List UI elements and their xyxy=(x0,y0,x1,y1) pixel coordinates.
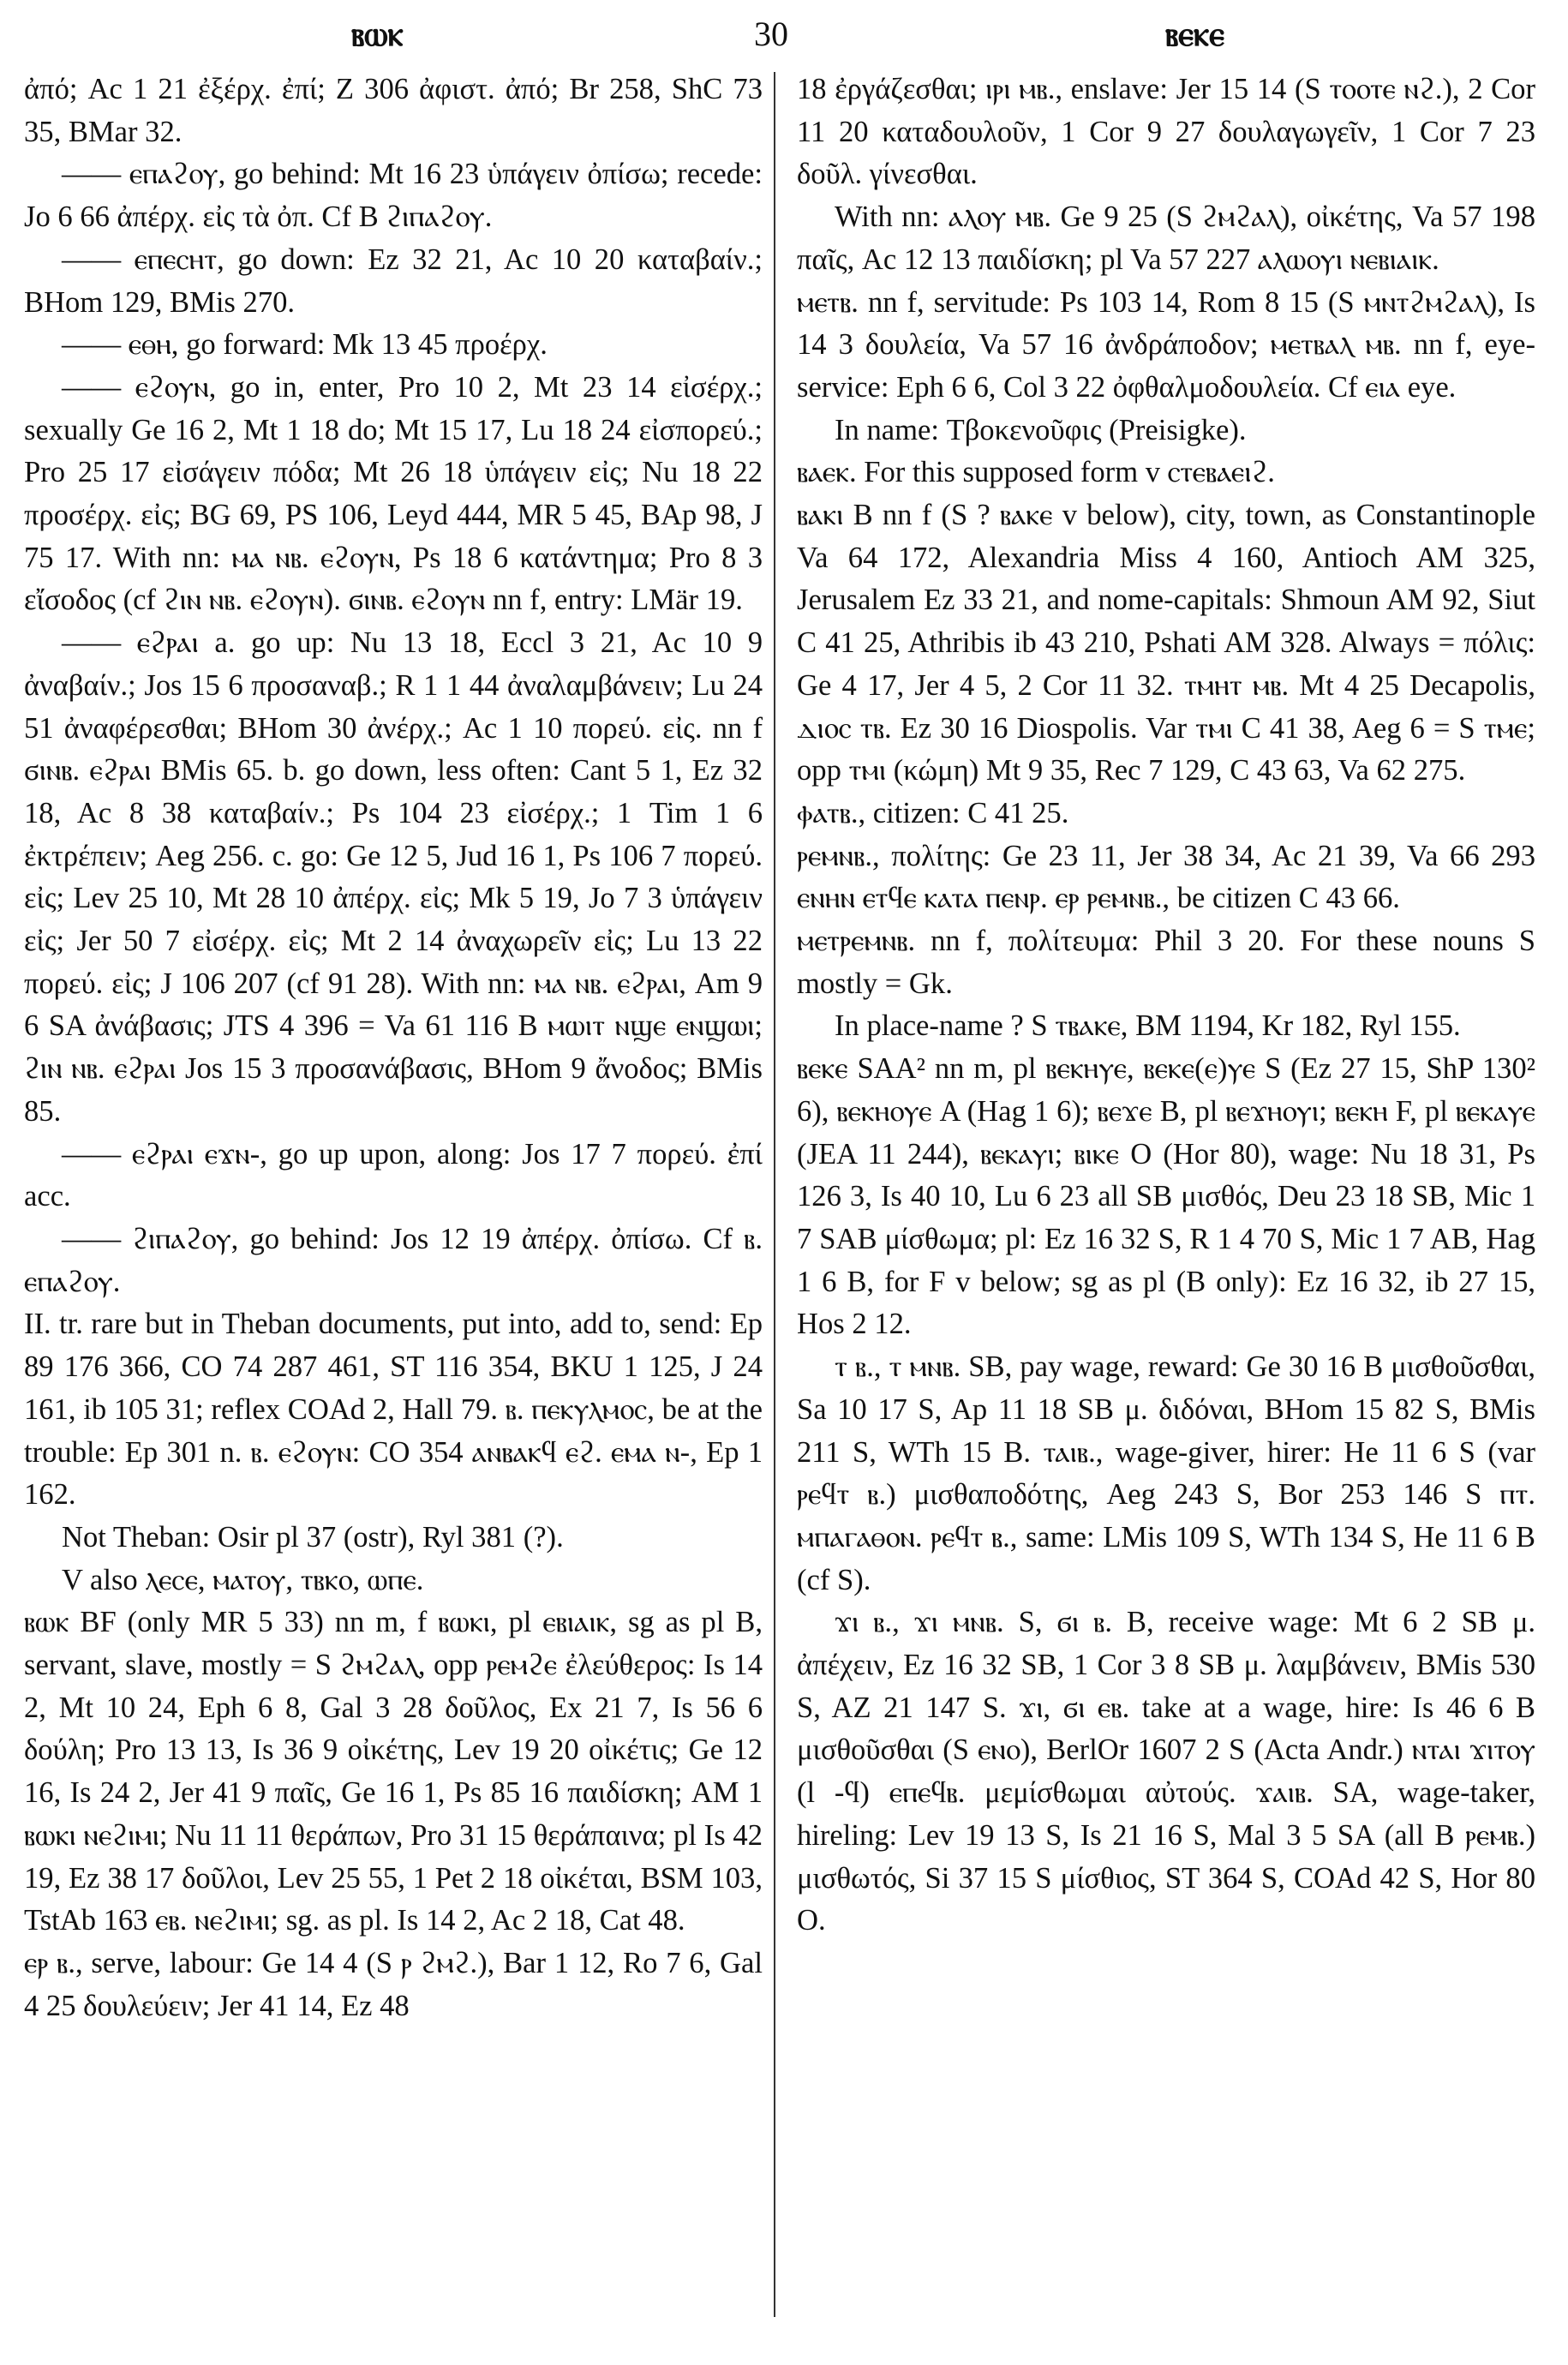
entry-paragraph: —— ⲉⲡⲉⲥⲏⲧ, go down: Ez 32 21, Ac 10 20 καταβαίν.; BHom 129, BMis 270. xyxy=(24,242,763,319)
headword-entry: ⲃⲁⲕⲓ B nn f (S ? ⲃⲁⲕⲉ v below), city, town, as Constantinople Va 64 172, Alexandria Miss 4 160, Antioch AM 325, Jerusalem Ez 33 21, and nome-capitals: Shmoun AM 92, Siut C 41 25, Athribis ib 43 210, Pshati AM 328. Always = πόλις: Ge 4 17, Jer 4 5, 2 Cor 11 32. ⲧⲙⲏⲧ ⲙⲃ. Mt 4 25 Decapolis, ⲇⲓⲟⲥ ⲧⲃ. Ez 30 16 Diospolis. Var ⲧⲙⲓ C 41 38, Aeg 6 = S ⲧⲙⲉ; opp ⲧⲙⲓ (κώμη) Mt 9 35, Rec 7 129, C 43 63, Va 62 275. xyxy=(797,499,1535,787)
entry-paragraph: —— ϩⲓⲡⲁϩⲟⲩ, go behind: Jos 12 19 ἀπέρχ. ὀπίσω. Cf ⲃ. ⲉⲡⲁϩⲟⲩ. xyxy=(24,1222,763,1298)
entry-paragraph: —— ⲉϩⲟⲩⲛ, go in, enter, Pro 10 2, Mt 23 14 εἰσέρχ.; sexually Ge 16 2, Mt 1 18 do; Mt 15 17, Lu 18 24 εἰσπορεύ.; Pro 25 17 εἰσάγειν πόδα; Mt 26 18 ὑπάγειν εἰς; Nu 18 22 προσέρχ. εἰς; BG 69, PS 106, Leyd 444, MR 5 45, BAp 98, J 75 17. With nn: ⲙⲁ ⲛⲃ. ⲉϩⲟⲩⲛ, Ps 18 6 κατάντημα; Pro 8 3 εἴσοδος (cf ϩⲓⲛ ⲛⲃ. ⲉϩⲟⲩⲛ). ϭⲓⲛⲃ. ⲉϩⲟⲩⲛ nn f, entry: LMär 19. xyxy=(24,370,763,617)
page-header xyxy=(26,12,1542,63)
entry-paragraph: ϫⲓ ⲃ., ϫⲓ ⲙⲛⲃ. S, ϭⲓ ⲃ. B, receive wage: Mt 6 2 SB μ. ἀπέχειν, Ez 16 32 SB, 1 Cor 3 8 SB μ. λαμβάνειν, BMis 530 S, AZ 21 147 S. ϫⲓ, ϭⲓ ⲉⲃ. take at a wage, hire: Is 46 6 B μισθοῦσθαι (S ⲉⲛⲟ), BerlOr 1607 2 S (Acta Andr.) ⲛⲧⲁⲓ ϫⲓⲧⲟⲩ (l -ϥ) ⲉⲡⲉϥⲃ. μεμίσθωμαι αὐτούς. ϫⲁⲓⲃ. SA, wage-taker, hireling: Lev 19 13 S, Is 21 16 S, Mal 3 5 SA (all B ⲣⲉⲙⲃ.) μισθωτός, Si 37 15 S μίσθιος, ST 364 S, COAd 42 S, Hor 80 O. xyxy=(797,1606,1535,1937)
entry-paragraph: In place-name ? S ⲧⲃⲁⲕⲉ, BM 1194, Kr 182, Ryl 155. xyxy=(835,1009,1461,1043)
entry-paragraph: —— ⲉⲡⲁϩⲟⲩ, go behind: Mt 16 23 ὑπάγειν ὀπίσω; recede: Jo 6 66 ἀπέρχ. εἰς τὰ ὀπ. Cf B ϩⲓⲡⲁϩⲟⲩ. xyxy=(24,158,763,234)
entry-paragraph: 18 ἐργάζεσθαι; ⲓⲣⲓ ⲙⲃ., enslave: Jer 15 14 (S ⲧⲟⲟⲧⲉ ⲛϩ.), 2 Cor 11 20 καταδουλοῦν, 1 Cor 9 27 δουλαγωγεῖν, 1 Cor 7 23 δοῦλ. γίνεσθαι. xyxy=(797,73,1535,191)
entry-paragraph: ⲣⲉⲙⲛⲃ., πολίτης: Ge 23 11, Jer 38 34, Ac 21 39, Va 66 293 ⲉⲛⲏⲛ ⲉⲧϥⲉ ⲕⲁⲧⲁ ⲡⲉⲛⲣ. ⲉⲣ ⲣⲉⲙⲛⲃ., be citizen C 43 66. xyxy=(797,839,1535,915)
entry-paragraph: ⲧ ⲃ., ⲧ ⲙⲛⲃ. SB, pay wage, reward: Ge 30 16 B μισθοῦσθαι, Sa 10 17 S, Ap 11 18 SB μ. διδόναι, BHom 15 82 S, BMis 211 S, WTh 15 B. ⲧⲁⲓⲃ., wage-giver, hirer: He 11 6 S (var ⲣⲉϥⲧ ⲃ.) μισθαποδότης, Aeg 243 S, Bor 253 146 S ⲡⲧ. ⲙⲡⲁⲅⲁⲑⲟⲛ. ⲣⲉϥⲧ ⲃ., same: LMis 109 S, WTh 134 S, He 11 6 B (cf S). xyxy=(797,1350,1535,1596)
entry-paragraph: Not Theban: Osir pl 37 (ostr), Ryl 381 (?). xyxy=(62,1520,564,1554)
right-column xyxy=(797,69,1535,1943)
entry-paragraph: ⲫⲁⲧⲃ., citizen: C 41 25. xyxy=(797,796,1069,829)
entry-paragraph: ⲉⲣ ⲃ., serve, labour: Ge 14 4 (S ⲣ ϩⲙϩ.), Bar 1 12, Ro 7 6, Gal 4 25 δουλεύειν; Jer 41 14, Ez 48 xyxy=(24,1946,763,2022)
left-running-headword: ⲃⲱⲕ xyxy=(351,15,404,53)
entry-paragraph: —— ⲉϩⲣⲁⲓ ⲉϫⲛ-, go up upon, along: Jos 17 7 πορεύ. ἐπί acc. xyxy=(24,1137,763,1213)
page-number: 30 xyxy=(754,15,788,53)
headword-entry: ⲃⲉⲕⲉ SAA² nn m, pl ⲃⲉⲕⲏⲩⲉ, ⲃⲉⲕⲉ(ⲉ)ⲩⲉ S (Ez 27 15, ShP 130² 6), ⲃⲉⲕⲏⲟⲩⲉ A (Hag 1 6); ⲃⲉϫⲉ B, pl ⲃⲉϫⲏⲟⲩⲓ; ⲃⲉⲕⲏ F, pl ⲃⲉⲕⲁⲩⲉ (JEA 11 244), ⲃⲉⲕⲁⲩⲓ; ⲃⲓⲕⲉ O (Hor 80), wage: Nu 18 31, Ps 126 3, Is 40 10, Lu 6 23 all SB μισθός, Deu 23 18 SB, Mic 1 7 SAB μίσθωμα; pl: Ez 16 32 S, R 1 4 70 S, Mic 1 7 AB, Hag 1 6 B, for F v below; sg as pl (B only): Ez 16 32, ib 27 15, Hos 2 12. xyxy=(797,1052,1535,1341)
entry-paragraph: ἀπό; Ac 1 21 ἐξέρχ. ἐπί; Z 306 ἀφιστ. ἀπό; Br 258, ShC 73 35, BMar 32. xyxy=(24,73,763,148)
entry-paragraph: V also ⲗⲉⲥⲉ, ⲙⲁⲧⲟⲩ, ⲧⲃⲕⲟ, ⲱⲡⲉ. xyxy=(62,1563,424,1596)
entry-paragraph: —— ⲉϩⲣⲁⲓ a. go up: Nu 13 18, Eccl 3 21, Ac 10 9 ἀναβαίν.; Jos 15 6 προσαναβ.; R 1 1 44 ἀναλαμβάνειν; Lu 24 51 ἀναφέρεσθαι; BHom 30 ἀνέρχ.; Ac 1 10 πορεύ. εἰς. nn f ϭⲓⲛⲃ. ⲉϩⲣⲁⲓ BMis 65. b. go down, less often: Cant 5 1, Ez 32 18, Ac 8 38 καταβαίν.; Ps 104 23 εἰσέρχ.; 1 Tim 1 6 ἐκτρέπειν; Aeg 256. c. go: Ge 12 5, Jud 16 1, Ps 106 7 πορεύ. εἰς; Lev 25 10, Mt 28 10 ἀπέρχ. εἰς; Mk 5 19, Jo 7 3 ὑπάγειν εἰς; Jer 50 7 εἰσέρχ. εἰς; Mt 2 14 ἀναχωρεῖν εἰς; Lu 13 22 πορεύ. εἰς; J 106 207 (cf 91 28). With nn: ⲙⲁ ⲛⲃ. ⲉϩⲣⲁⲓ, Am 9 6 SA ἀνάβασις; JTS 4 396 = Va 61 116 B ⲙⲱⲓⲧ ⲛϣⲉ ⲉⲛϣⲱⲓ; ϩⲓⲛ ⲛⲃ. ⲉϩⲣⲁⲓ Jos 15 3 προσανάβασις, BHom 9 ἄνοδος; BMis 85. xyxy=(24,626,763,1128)
headword-entry: ⲃⲱⲕ BF (only MR 5 33) nn m, f ⲃⲱⲕⲓ, pl ⲉⲃⲓⲁⲓⲕ, sg as pl B, servant, slave, mostly = S ϩⲙϩⲁⲗ, opp ⲣⲉⲙϩⲉ ἐλεύθερος: Is 14 2, Mt 10 24, Eph 6 8, Gal 3 28 δοῦλος, Ex 21 7, Is 56 6 δούλη; Pro 13 13, Is 36 9 οἰκέτης, Lev 19 20 οἰκέτις; Ge 12 16, Is 24 2, Jer 41 9 παῖς, Ge 16 1, Ps 85 16 παιδίσκη; AM 1 ⲃⲱⲕⲓ ⲛⲉϩⲓⲙⲓ; Nu 11 11 θεράπων, Pro 31 15 θεράπαινα; pl Is 42 19, Ez 38 17 δοῦλοι, Lev 25 55, 1 Pet 2 18 οἰκέται, BSM 103, TstAb 163 ⲉⲃ. ⲛⲉϩⲓⲙⲓ; sg. as pl. Is 14 2, Ac 2 18, Cat 48. xyxy=(24,1606,763,1937)
entry-paragraph: In name: Τβοκενοῦφις (Preisigke). xyxy=(835,413,1247,446)
headword-entry: ⲃⲁⲉⲕ. For this supposed form v ⲥⲧⲉⲃⲁⲉⲓϩ. xyxy=(797,456,1275,489)
entry-paragraph: —— ⲉⲑⲏ, go forward: Mk 13 45 προέρχ. xyxy=(62,328,548,362)
entry-paragraph: II. tr. rare but in Theban documents, put into, add to, send: Ep 89 176 366, CO 74 287 461, ST 116 354, BKU 1 125, J 24 161, ib 105 31; reflex COAd 2, Hall 79. ⲃ. ⲡⲉⲕⲩⲗⲙⲟⲥ, be at the trouble: Ep 301 n. ⲃ. ⲉϩⲟⲩⲛ: CO 354 ⲁⲛⲃⲁⲕϥ ⲉϩ. ⲉⲙⲁ ⲛ-, Ep 1 162. xyxy=(24,1308,763,1512)
entry-paragraph: With nn: ⲁⲗⲟⲩ ⲙⲃ. Ge 9 25 (S ϩⲙϩⲁⲗ), οἰκέτης, Va 57 198 παῖς, Ac 12 13 παιδίσκη; pl Va 57 227 ⲁⲗⲱⲟⲩⲓ ⲛⲉⲃⲓⲁⲓⲕ. xyxy=(797,201,1535,276)
entry-paragraph: ⲙⲉⲧⲃ. nn f, servitude: Ps 103 14, Rom 8 15 (S ⲙⲛⲧϩⲙϩⲁⲗ), Is 14 3 δουλεία, Va 57 16 ἀνδράποδον; ⲙⲉⲧⲃⲁⲗ ⲙⲃ. nn f, eye-service: Eph 6 6, Col 3 22 ὀφθαλμοδουλεία. Cf ⲉⲓⲁ eye. xyxy=(797,285,1535,404)
entry-paragraph: ⲙⲉⲧⲣⲉⲙⲛⲃ. nn f, πολίτευμα: Phil 3 20. For these nouns S mostly = Gk. xyxy=(797,925,1535,1000)
left-column xyxy=(24,69,763,2027)
column-divider xyxy=(774,72,775,2317)
right-running-headword: ⲃⲉⲕⲉ xyxy=(1165,15,1224,53)
